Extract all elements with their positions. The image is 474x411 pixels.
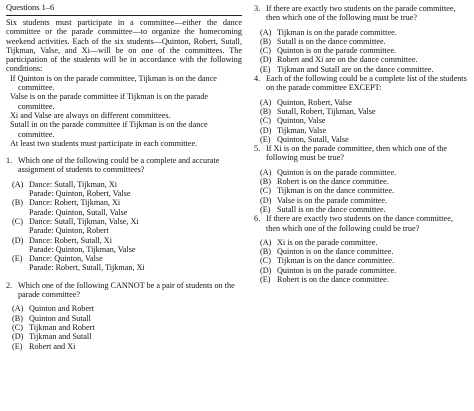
option-label: (D) [260,125,272,135]
option-text: Tijkman is on the dance committee. [277,256,395,266]
option-label: (E) [12,254,23,264]
option-text: Quinton is on the parade committee. [277,46,397,56]
option-text: Parade: Quinton, Tijkman, Valse [29,244,136,254]
question-5 [254,144,468,214]
answer-option[interactable] [260,275,468,284]
answer-option[interactable] [260,116,468,125]
option-text: Sutall is on the dance committee. [277,36,386,46]
condition: Valse is on the parade committee if Tijkman is on the parade committee. [10,92,209,111]
answer-options [6,180,242,273]
answer-option[interactable] [260,205,468,214]
answer-option[interactable] [260,168,468,177]
option-label: (C) [12,216,23,226]
option-text: Valse is on the parade committee. [277,195,388,205]
answer-option[interactable] [260,177,468,186]
answer-option[interactable] [260,186,468,195]
option-label: (C) [260,186,271,196]
question-3 [254,4,468,74]
answer-option[interactable] [12,323,242,332]
option-text: Tijkman is on the dance committee. [277,186,395,196]
section-header: Questions 1–6 [6,3,55,12]
option-label: (E) [12,341,23,351]
option-label: (D) [12,332,24,342]
answer-option[interactable] [12,304,242,313]
option-label: (C) [260,256,271,266]
option-label: (C) [12,322,23,332]
option-text: Dance: Robert, Sutall, Xi [29,235,112,245]
answer-option[interactable] [12,314,242,323]
option-text: Tijkman, Valse [277,125,327,135]
answer-option[interactable] [260,28,468,37]
option-label: (D) [260,55,272,65]
option-label: (A) [260,97,272,107]
question-1 [6,156,242,273]
answer-option[interactable] [260,65,468,74]
option-text: Quinton and Robert [29,304,95,314]
option-text: Quinton is on the parade committee. [277,167,397,177]
answer-options [254,168,468,214]
option-label: (B) [12,198,23,208]
condition: If Quinton is on the parade committee, Tijkman is on the dance committee. [10,73,217,93]
option-text: Sutall, Robert, Tijkman, Valse [277,106,376,116]
option-label: (E) [260,134,271,144]
answer-option[interactable] [12,342,242,351]
option-text: Robert and Xi [29,341,76,351]
option-text: Tijkman is on the parade committee. [277,27,397,37]
option-label: (A) [12,179,24,189]
option-text: Quinton, Valse [277,116,326,126]
question-6 [254,214,468,284]
conditions-list [6,74,242,148]
option-text: Dance: Quinton, Valse [29,254,103,264]
question-stem: If Xi is on the parade committee, then which one of the following must be true? [266,144,447,163]
header-rule [6,15,242,16]
answer-option[interactable] [260,46,468,55]
answer-option[interactable] [12,254,242,273]
option-text: Robert and Xi are on the dance committee. [277,55,418,65]
question-4 [254,74,468,144]
answer-option[interactable] [260,238,468,247]
option-label: (C) [260,116,271,126]
question-number: 5. [254,144,261,154]
option-text: Sutall is on the dance committee. [277,204,386,214]
answer-option[interactable] [12,198,242,217]
question-2 [6,281,242,351]
question-stem: If there are exactly two students on the dance committee, then which one of the following could be true? [266,214,453,233]
question-number: 3. [254,4,261,13]
option-label: (B) [12,313,23,323]
option-text: Parade: Quinton, Robert [29,226,109,236]
option-text: Quinton is on the dance committee. [277,247,394,257]
question-number: 2. [6,280,13,290]
question-stem: Each of the following could be a complete list of the students on the parade committee EXCEPT: [266,74,467,93]
option-text: Tijkman and Sutall [29,332,92,342]
option-text: Quinton, Sutall, Valse [277,134,349,144]
answer-option[interactable] [260,135,468,144]
option-text: Xi is on the parade committee. [277,237,378,247]
answer-options [254,98,468,144]
question-number: 6. [254,214,261,224]
option-text: Tijkman and Robert [29,322,95,332]
answer-options [254,238,468,284]
question-stem: Which one of the following CANNOT be a pair of students on the parade committee? [18,280,235,300]
option-text: Parade: Quinton, Sutall, Valse [29,207,128,217]
option-text: Dance: Sutall, Tijkman, Xi [29,179,118,189]
option-label: (D) [12,235,24,245]
option-label: (B) [260,247,271,257]
option-label: (D) [260,195,272,205]
option-label: (A) [260,237,272,247]
answer-option[interactable] [260,256,468,265]
answer-option[interactable] [12,217,242,236]
option-label: (B) [260,36,271,46]
option-label: (C) [260,46,271,56]
option-label: (A) [12,304,24,314]
answer-option[interactable] [12,180,242,199]
option-label: (E) [260,204,271,214]
answer-options [254,28,468,74]
answer-option[interactable] [260,266,468,275]
option-text: Robert is on the dance committee. [277,275,389,285]
option-label: (D) [260,265,272,275]
answer-options [6,304,242,350]
option-text: Parade: Robert, Sutall, Tijkman, Xi [29,263,145,273]
left-column [6,18,242,351]
option-text: Quinton is on the parade committee. [277,265,397,275]
option-label: (A) [260,167,272,177]
answer-option[interactable] [260,126,468,135]
question-stem: If there are exactly two students on the parade committee, then which one of the following must be true? [266,4,456,23]
option-text: Quinton, Robert, Valse [277,97,352,107]
question-stem: Which one of the following could be a complete and accurate assignment of students to committees? [18,156,220,175]
answer-option[interactable] [12,332,242,341]
option-text: Parade: Quinton, Robert, Valse [29,189,131,199]
condition: Xi and Valse are always on different committees. [10,110,171,120]
passage-intro: Six students must participate in a committee—either the dance committee or the parade committee—to organize the homecoming weekend activities. Each of the six students—Quinton, Robert, Sutall, Tijkman, Valse, and Xi—will be on one of the committees. The participation of the students will be in accordance with the following conditions: [6,18,242,74]
option-text: Tijkman and Sutall are on the dance committee. [277,64,434,74]
answer-option[interactable] [260,247,468,256]
answer-option[interactable] [260,98,468,107]
option-text: Robert is on the dance committee. [277,177,389,187]
answer-option[interactable] [260,37,468,46]
condition: Sutall in on the parade committee if Tijkman is on the dance committee. [10,120,208,139]
option-label: (B) [260,177,271,187]
option-label: (E) [260,64,271,74]
answer-option[interactable] [12,236,242,255]
option-label: (B) [260,106,271,116]
option-label: (E) [260,275,271,285]
option-text: Quinton and Sutall [29,313,91,323]
right-column [254,4,468,284]
question-number: 4. [254,74,261,84]
answer-option[interactable] [260,55,468,64]
condition: At least two students must participate in each committee. [10,138,198,148]
option-label: (A) [260,27,272,37]
answer-option[interactable] [260,196,468,205]
answer-option[interactable] [260,107,468,116]
option-text: Dance: Sutall, Tijkman, Valse, Xi [29,216,139,226]
question-number: 1. [6,156,13,166]
option-text: Dance: Robert, Tijkman, Xi [29,198,121,208]
